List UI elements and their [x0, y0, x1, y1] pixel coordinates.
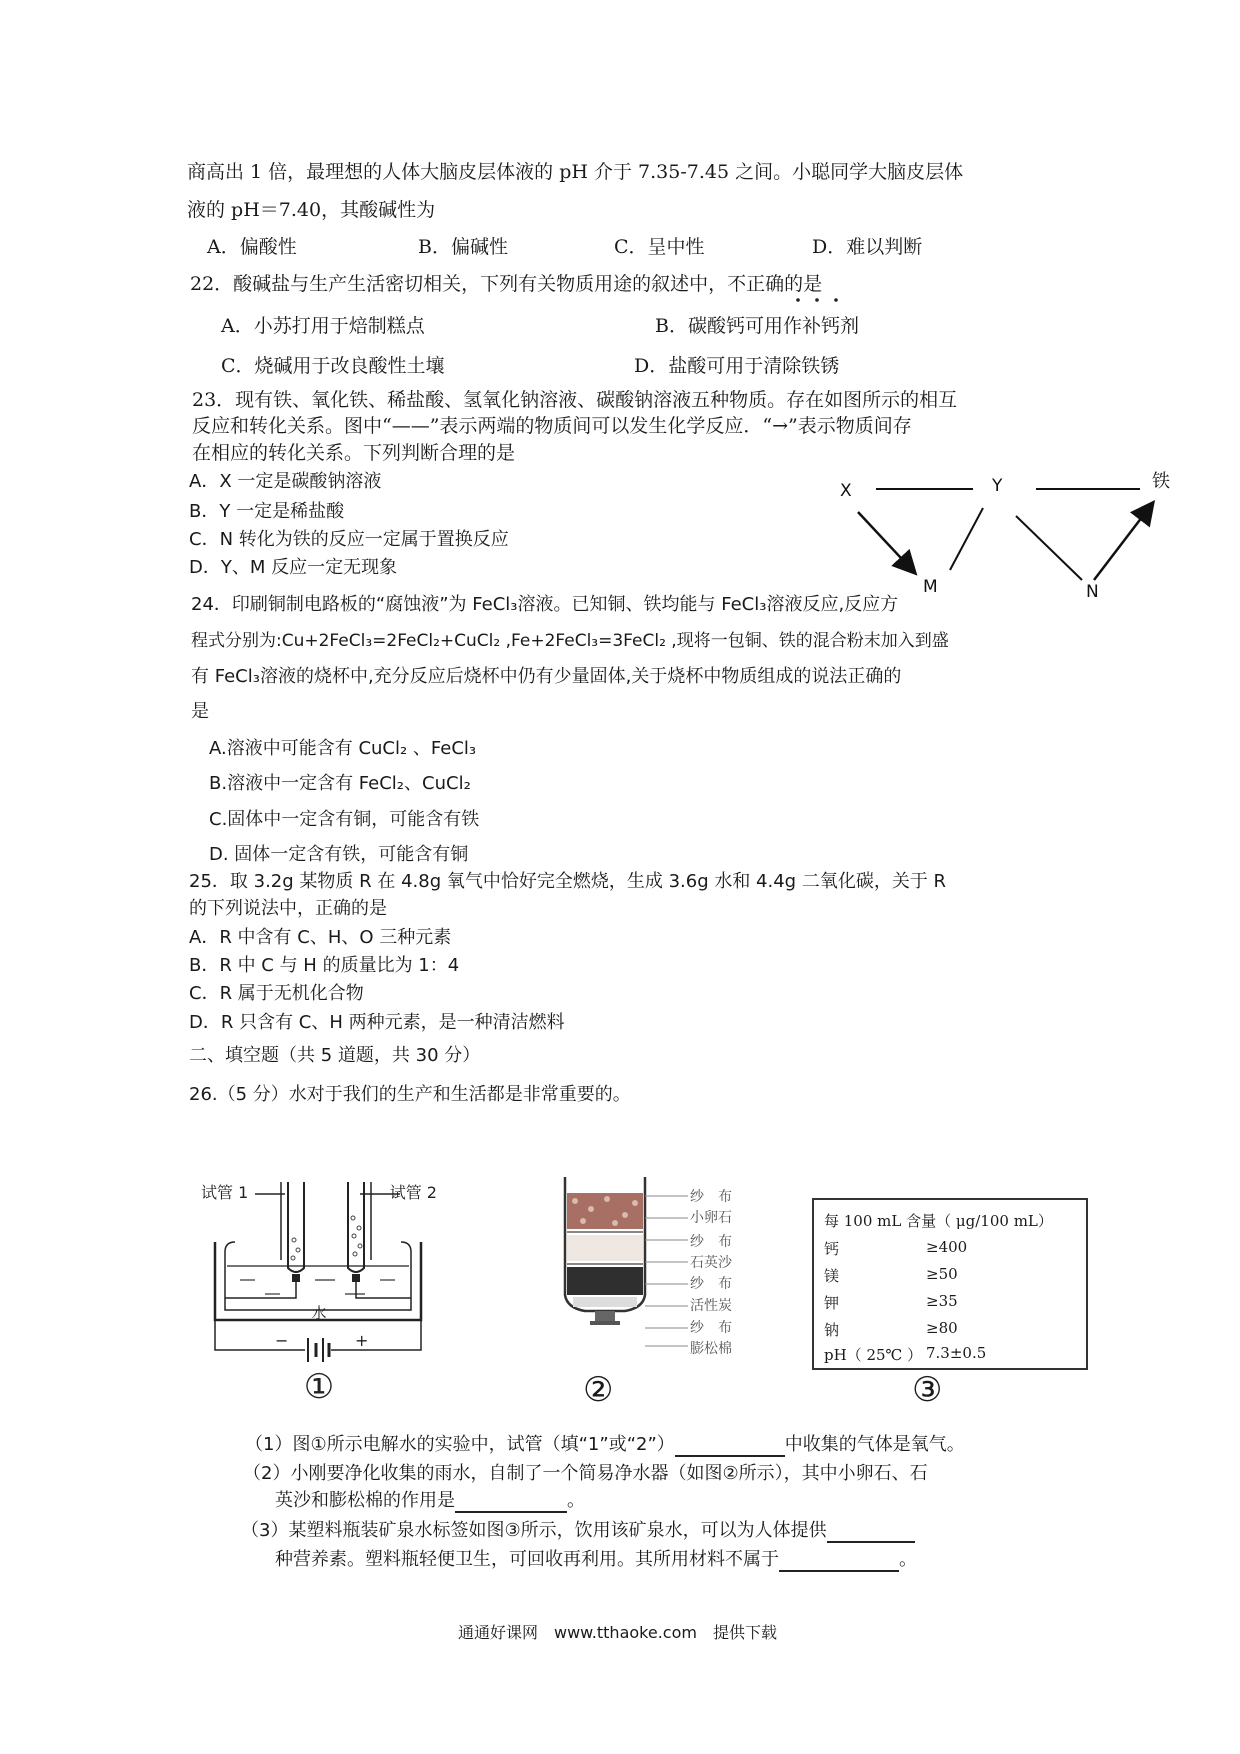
node-m: M — [923, 577, 938, 597]
q26-sub3-text-a: 种营养素。塑料瓶轻便卫生，可回收再利用。其所用材料不属于 — [275, 1549, 779, 1570]
q22-stem: 22．酸碱盐与生产生活密切相关，下列有关物质用途的叙述中，不正确的是 — [190, 273, 823, 295]
q25-option-c: C．R 属于无机化合物 — [189, 983, 364, 1004]
q21-line2: 液的 pH＝7.40，其酸碱性为 — [187, 199, 436, 221]
row-value-potassium: ≥35 — [926, 1292, 958, 1310]
q26-sub3-line1 — [241, 1519, 915, 1543]
q26-sub1-text-a: （1）图①所示电解水的实验中，试管（填“1”或“2”） — [245, 1434, 675, 1455]
q22-option-d: D．盐酸可用于清除铁锈 — [634, 355, 840, 377]
purifier-label-4: 石英沙 — [690, 1255, 732, 1271]
purifier-leader-lines — [640, 1190, 690, 1350]
answer-blank-4[interactable] — [779, 1550, 899, 1572]
q21-option-a: A．偏酸性 — [207, 236, 297, 258]
ph-value: 7.3±0.5 — [926, 1344, 987, 1362]
answer-blank-1[interactable] — [675, 1435, 785, 1457]
tube1-label: 试管 1 — [201, 1183, 249, 1202]
y-m-line — [950, 508, 983, 570]
purifier-label-7: 纱 布 — [690, 1320, 732, 1336]
x-to-m-arrow — [858, 512, 914, 572]
answer-blank-3[interactable] — [827, 1521, 915, 1543]
node-iron: 铁 — [1152, 471, 1170, 492]
answer-blank-2[interactable] — [455, 1491, 567, 1513]
emphasis-dots — [790, 296, 850, 304]
q25-line1: 25．取 3.2g 某物质 R 在 4.8g 氧气中恰好完全燃烧，生成 3.6g 水和 4.4g 二氧化碳，关于 R — [189, 871, 947, 892]
purifier-label-8: 膨松棉 — [690, 1341, 732, 1357]
q24-option-d: D. 固体一定含有铁，可能含有铜 — [209, 844, 469, 865]
q23-option-c: C．N 转化为铁的反应一定属于置换反应 — [189, 529, 509, 550]
n-to-iron-arrow — [1094, 504, 1152, 580]
node-x: X — [840, 481, 852, 501]
q23-line3: 在相应的转化关系。下列判断合理的是 — [192, 442, 516, 464]
q21-option-b: B．偏碱性 — [418, 236, 508, 258]
q25-line2: 的下列说法中，正确的是 — [189, 898, 387, 919]
node-n: N — [1086, 582, 1099, 602]
section-heading: 二、填空题（共 5 道题，共 30 分） — [189, 1045, 481, 1066]
minus-label: − — [275, 1331, 289, 1350]
q24-line1: 24．印刷铜制电路板的“腐蚀液”为 FeCl₃溶液。已知铜、铁均能与 FeCl₃溶液反应,反应方 — [191, 594, 899, 615]
water-label: 水 — [311, 1304, 327, 1322]
q22-option-c: C．烧碱用于改良酸性土壤 — [221, 355, 445, 377]
node-y: Y — [992, 476, 1003, 496]
q26-sub3-text: （3）某塑料瓶装矿泉水标签如图③所示，饮用该矿泉水，可以为人体提供 — [241, 1520, 827, 1541]
row-value-sodium: ≥80 — [926, 1319, 958, 1337]
row-name-calcium: 钙 — [824, 1240, 840, 1258]
q24-option-c: C.固体中一定含有铜，可能含有铁 — [209, 809, 480, 830]
q26-sub2-line2 — [275, 1489, 585, 1513]
q26-stem: 26.（5 分）水对于我们的生产和生活都是非常重要的。 — [189, 1084, 631, 1105]
q24-line2: 程式分别为:Cu+2FeCl₃=2FeCl₂+CuCl₂ ,Fe+2FeCl₃=3FeCl₂ ,现将一包铜、铁的混合粉末加入到盛 — [191, 631, 949, 651]
row-value-magnesium: ≥50 — [926, 1265, 958, 1283]
q22-option-a: A．小苏打用于焙制糕点 — [221, 315, 425, 337]
q24-option-a: A.溶液中可能含有 CuCl₂ 、FeCl₃ — [209, 738, 477, 759]
q23-option-b: B．Y 一定是稀盐酸 — [189, 501, 345, 522]
label-header: 每 100 mL 含量（ μg/100 mL） — [824, 1212, 1053, 1230]
purifier-label-6: 活性炭 — [690, 1298, 732, 1314]
q26-sub1 — [245, 1433, 965, 1457]
purifier-label-1: 纱 布 — [690, 1189, 732, 1205]
q21-option-d: D．难以判断 — [812, 236, 923, 258]
row-name-potassium: 钾 — [824, 1294, 840, 1312]
figure2-number: ② — [583, 1370, 614, 1410]
mineral-water-label — [812, 1198, 1088, 1370]
purifier-label-2: 小卵石 — [690, 1210, 732, 1226]
y-n-line — [1016, 516, 1082, 580]
q22-option-b: B．碳酸钙可用作补钙剂 — [655, 315, 859, 337]
q23-option-d: D．Y、M 反应一定无现象 — [189, 557, 398, 578]
q25-option-a: A．R 中含有 C、H、O 三种元素 — [189, 927, 452, 948]
row-value-calcium: ≥400 — [926, 1238, 968, 1256]
q26-sub3-line2 — [275, 1548, 917, 1572]
q23-line2: 反应和转化关系。图中“——”表示两端的物质间可以发生化学反应．“→”表示物质间存 — [192, 415, 912, 437]
purifier-label-3: 纱 布 — [690, 1234, 732, 1250]
q26-sub1-text-b: 中收集的气体是氧气。 — [784, 1434, 965, 1455]
q26-sub2-text-b: 。 — [567, 1490, 585, 1511]
q25-option-b: B．R 中 C 与 H 的质量比为 1：4 — [189, 955, 460, 976]
ph-label: pH（ 25℃ ） — [824, 1346, 923, 1364]
q23-relation-diagram — [820, 460, 1200, 610]
purifier-label-5: 纱 布 — [690, 1276, 732, 1292]
row-name-sodium: 钠 — [824, 1321, 840, 1339]
tube2-label: 试管 2 — [389, 1183, 437, 1202]
q24-line4: 是 — [191, 701, 209, 722]
figure-electrolysis — [195, 1170, 440, 1405]
q24-option-b: B.溶液中一定含有 FeCl₂、CuCl₂ — [209, 773, 471, 794]
q26-sub3-text-b: 。 — [899, 1549, 917, 1570]
figure1-number: ① — [303, 1367, 335, 1405]
plus-label: + — [355, 1331, 369, 1350]
q21-line1: 商高出 1 倍，最理想的人体大脑皮层体液的 pH 介于 7.35-7.45 之间。小聪同学大脑皮层体 — [187, 161, 964, 183]
q26-sub2-text-a: 英沙和膨松棉的作用是 — [275, 1490, 455, 1511]
q23-option-a: A．X 一定是碳酸钠溶液 — [189, 471, 382, 492]
q23-line1: 23．现有铁、氧化铁、稀盐酸、氢氧化钠溶液、碳酸钠溶液五种物质。存在如图所示的相互 — [192, 389, 958, 411]
page-footer: 通通好课网 www.tthaoke.com 提供下载 — [458, 1623, 777, 1642]
q24-line3: 有 FeCl₃溶液的烧杯中,充分反应后烧杯中仍有少量固体,关于烧杯中物质组成的说法正确的 — [191, 666, 902, 687]
row-name-magnesium: 镁 — [824, 1267, 840, 1285]
q25-option-d: D．R 只含有 C、H 两种元素，是一种清洁燃料 — [189, 1012, 565, 1033]
figure3-number: ③ — [912, 1370, 943, 1410]
q26-sub2-line1: （2）小刚要净化收集的雨水，自制了一个简易净水器（如图②所示），其中小卵石、石 — [243, 1463, 928, 1484]
q21-option-c: C．呈中性 — [614, 236, 705, 258]
